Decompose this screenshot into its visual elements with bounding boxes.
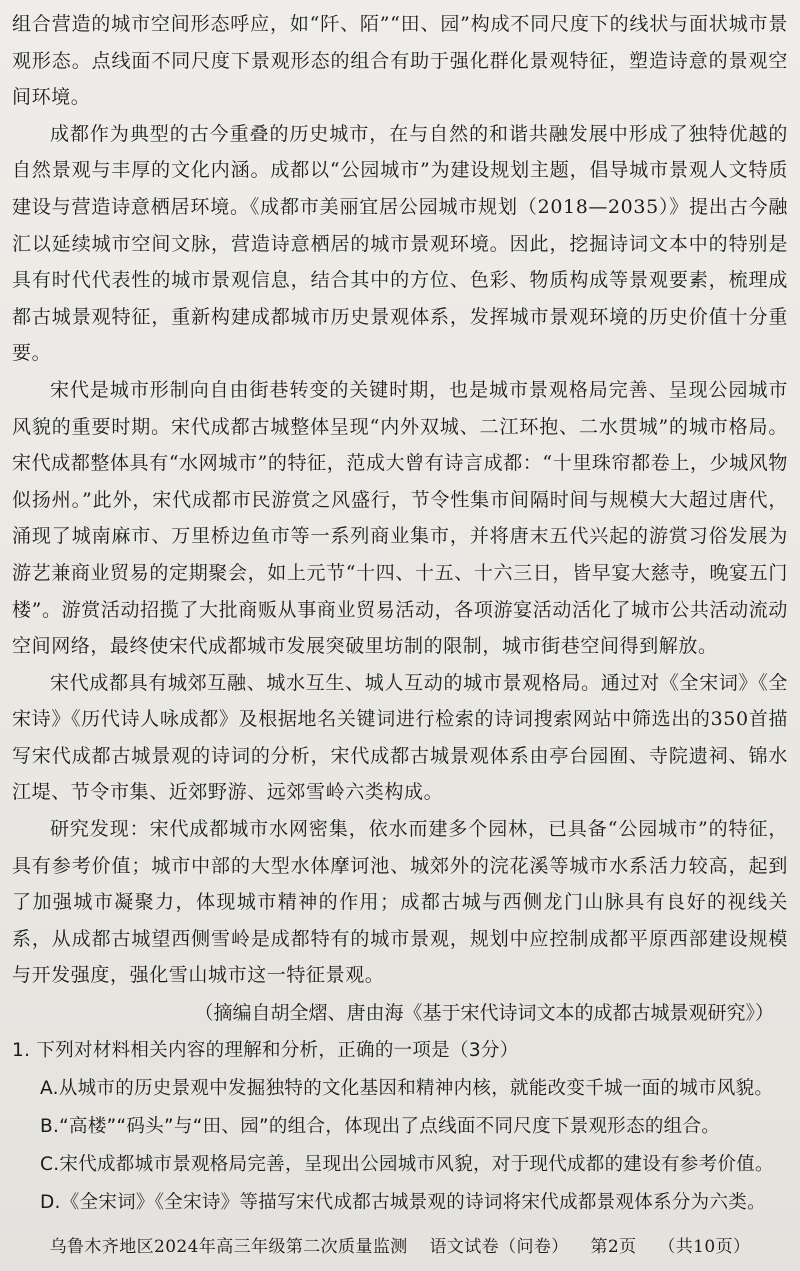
option-c: C.宋代成都城市景观格局完善，呈现出公园城市风貌，对于现代成都的建设有参考价值。 (40, 1154, 774, 1176)
question-1 (12, 1032, 788, 1222)
passage-paragraph-1: 组合营造的城市空间形态呼应，如“阡、陌”“田、园”构成不同尺度下的线状与面状城市景观形态。点线面不同尺度下景观形态的组合有助于强化群化景观特征，塑造诗意的景观空间环境。 (12, 13, 788, 109)
footer-exam-title: 乌鲁木齐地区2024年高三年级第二次质量监测 (49, 1237, 408, 1257)
passage-paragraph-3: 宋代是城市形制向自由街巷转变的关键时期，也是城市景观格局完善、呈现公园城市风貌的重要时期。宋代成都古城整体呈现“内外双城、二江环抱、二水贯城”的城市格局。宋代成都整体具有“水网城市”的特征，范成大曾有诗言成都：“十里珠帘都卷上，少城风物似扬州。”此外，宋代成都市民游赏之风盛行，节令性集市间隔时间与规模大大超过唐代，涌现了城南麻市、万里桥边鱼市等一系列商业集市，并将唐末五代兴起的游赏习俗发展为游艺兼商业贸易的定期聚会，如上元节“十四、十五、十六三日，皆早宴大慈寺，晚宴五门楼”。游赏活动招揽了大批商贩从事商业贸易活动，各项游宴活动活化了城市公共活动流动空间网络，最终使宋代成都城市发展突破里坊制的限制，城市街巷空间得到解放。 (12, 378, 788, 658)
option-b: B.“高楼”“码头”与“田、园”的组合，体现出了点线面不同尺度下景观形态的组合。 (40, 1116, 721, 1138)
option-d: D.《全宋词》《全宋诗》等描写宋代成都古城景观的诗词将宋代成都景观体系分为六类。 (40, 1192, 766, 1214)
passage-paragraph-4: 宋代成都具有城郊互融、城水互生、城人互动的城市景观格局。通过对《全宋词》《全宋诗》《历代诗人咏成都》及根据地名关键词进行检索的诗词搜索网站中筛选出的350首描写宋代成都古城景观的诗词的分析，宋代成都古城景观体系由亭台园囿、寺院遗祠、锦水江堤、节令市集、近郊野游、远郊雪岭六类构成。 (12, 671, 788, 804)
passage-paragraph-2: 成都作为典型的古今重叠的历史城市，在与自然的和谐共融发展中形成了独特优越的自然景观与丰厚的文化内涵。成都以“公园城市”为建设规划主题，倡导城市景观人文特质建设与营造诗意栖居环境。《成都市美丽宜居公园城市规划（2018—2035）》提出古今融汇以延续城市空间文脉，营造诗意栖居的城市景观环境。因此，挖掘诗词文本中的特别是具有时代代表性的城市景观信息，结合其中的方位、色彩、物质构成等景观要素，梳理成都古城景观特征，重新构建成都城市历史景观体系，发挥城市景观环境的历史价值十分重要。 (12, 122, 788, 365)
passage-source: （摘编自胡全熠、唐由海《基于宋代诗词文本的成都古城景观研究》） (194, 1002, 774, 1025)
footer-total-pages: （共10页） (658, 1237, 751, 1257)
option-a: A.从城市的历史景观中发掘独特的文化基因和精神内核，就能改变千城一面的城市风貌。 (40, 1078, 774, 1100)
passage-paragraph-5: 研究发现：宋代成都城市水网密集，依水而建多个园林，已具备“公园城市”的特征，具有参考价值；城市中部的大型水体摩诃池、城郊外的浣花溪等城市水系活力较高，起到了加强城市凝聚力，体现城市精神的作用；成都古城与西侧龙门山脉具有良好的视线关系，从成都古城望西侧雪岭是成都特有的城市景观，规划中应控制成都平原西部建设规模与开发强度，强化雪山城市这一特征景观。 (12, 818, 788, 987)
reading-passage (12, 6, 788, 1032)
question-stem: 1. 下列对材料相关内容的理解和分析，正确的一项是（3分） (12, 1040, 519, 1062)
footer-subject: 语文试卷（问卷） (429, 1237, 569, 1257)
page-footer (0, 1232, 800, 1257)
footer-page-number: 第2页 (590, 1237, 637, 1257)
